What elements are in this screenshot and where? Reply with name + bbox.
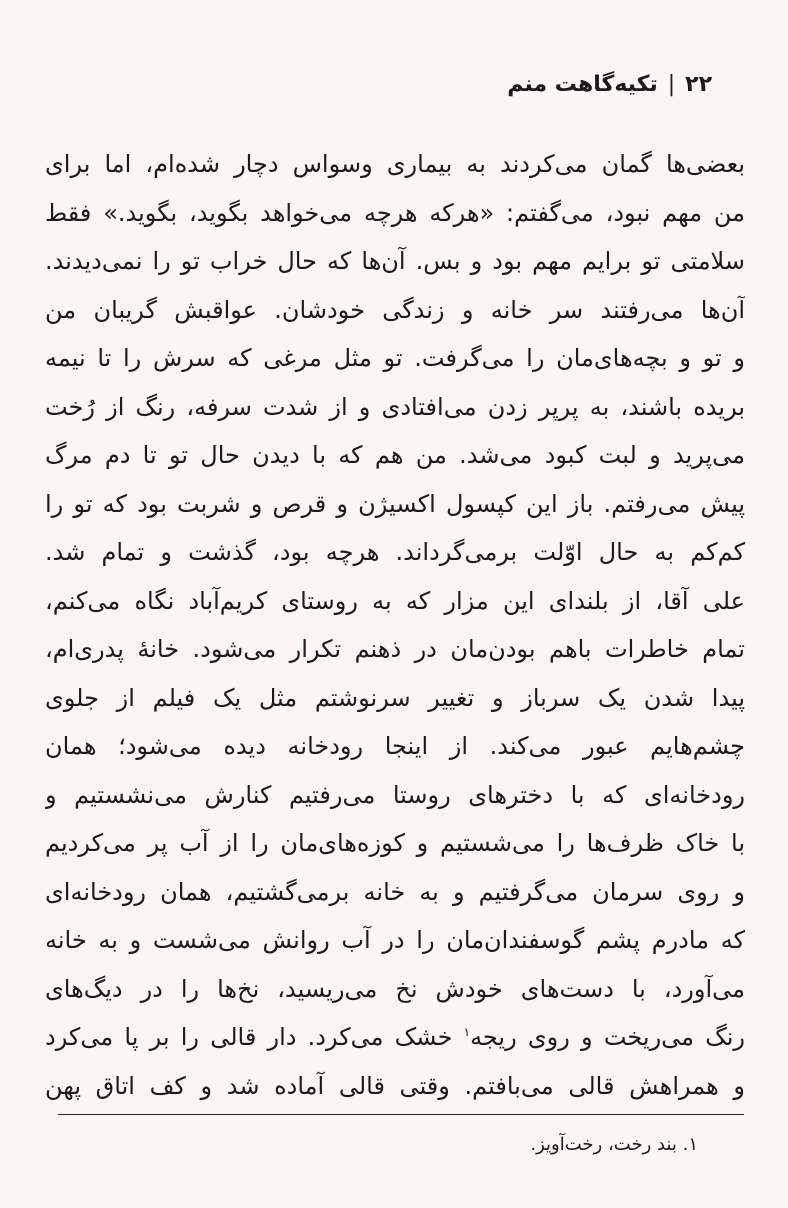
running-header: [507, 72, 712, 97]
text-line: رودخانه‌ای که با دخترهای روستا می‌رفتیم کنارش می‌نشستیم و: [45, 780, 745, 809]
text-line: و روی سرمان می‌گرفتیم و به خانه برمی‌گشتیم، همان رودخانه‌ای: [45, 877, 745, 906]
footnote-divider: [58, 1114, 744, 1115]
text-line: که مادرم پشم گوسفندان‌مان را در آب روانش می‌شست و به خانه: [45, 926, 745, 954]
text-line: با خاک ظرف‌ها را می‌شستیم و کوزه‌های‌مان را از آب پر می‌کردیم: [45, 829, 745, 857]
footnote-marker: ۱: [463, 1025, 471, 1039]
body-text: [45, 140, 745, 1110]
footnote-line-before: رنگ می‌ریخت و روی ریجه: [470, 1023, 745, 1051]
text-line: پیش می‌رفتم. باز این کپسول اکسیژن و قرص و شربت بود که تو را: [45, 489, 745, 518]
footnote-line-after: خشک می‌کرد. دار قالی را بر پا می‌کرد: [45, 1023, 464, 1051]
text-line: کم‌کم به حال اوّلت برمی‌گرداند. هرچه بود، گذشت و تمام شد.: [45, 538, 745, 566]
book-title: تکیه‌گاهت منم: [507, 72, 658, 97]
text-line: و تو و بچه‌های‌مان را می‌گرفت. تو مثل مرغی که سرش را تا نیمه: [45, 344, 745, 372]
header-separator: |: [667, 72, 676, 97]
page-number: ۲۲: [685, 72, 712, 97]
text-line: بعضی‌ها گمان می‌کردند به بیماری وسواس دچار شده‌ام، اما برای: [45, 150, 745, 178]
text-line: می‌پرید و لبت کبود می‌شد. من هم که با دیدن حال تو تا دم مرگ: [45, 441, 745, 469]
text-line: تمام خاطرات باهم بودن‌مان در ذهنم تکرار می‌شود. خانهٔ پدری‌ام،: [45, 635, 745, 663]
text-line: من مهم نبود، می‌گفتم: «هرکه هرچه می‌خواهد بگوید، بگوید.» فقط: [45, 198, 745, 227]
text-line: می‌آورد، با دست‌های خودش نخ می‌ریسید، نخ‌ها را در دیگ‌های: [45, 974, 745, 1003]
text-line: چشم‌هایم عبور می‌کند. از اینجا رودخانه دیده می‌شود؛ همان: [45, 732, 745, 760]
text-line: علی آقا، از بلندای این مزار که به روستای کریم‌آباد نگاه می‌کنم،: [45, 586, 745, 615]
text-line: سلامتی تو برایم مهم بود و بس. آن‌ها که حال خراب تو را نمی‌دیدند.: [45, 247, 745, 275]
text-line-with-footnote: [45, 1013, 745, 1062]
text-line: پیدا شدن یک سرباز و تغییر سرنوشتم مثل یک فیلم از جلوی: [45, 683, 745, 712]
footnote: ۱. بند رخت، رخت‌آویز.: [530, 1134, 698, 1155]
text-line: آن‌ها می‌رفتند سر خانه و زندگی خودشان. عواقبش گریبان من: [45, 295, 745, 324]
text-line: بریده باشند، به پرپر زدن می‌افتادی و از شدت سرفه، رنگ از رُخت: [45, 392, 745, 421]
text-line: و همراهش قالی می‌بافتم. وقتی قالی آماده شد و کف اتاق پهن: [45, 1071, 745, 1100]
